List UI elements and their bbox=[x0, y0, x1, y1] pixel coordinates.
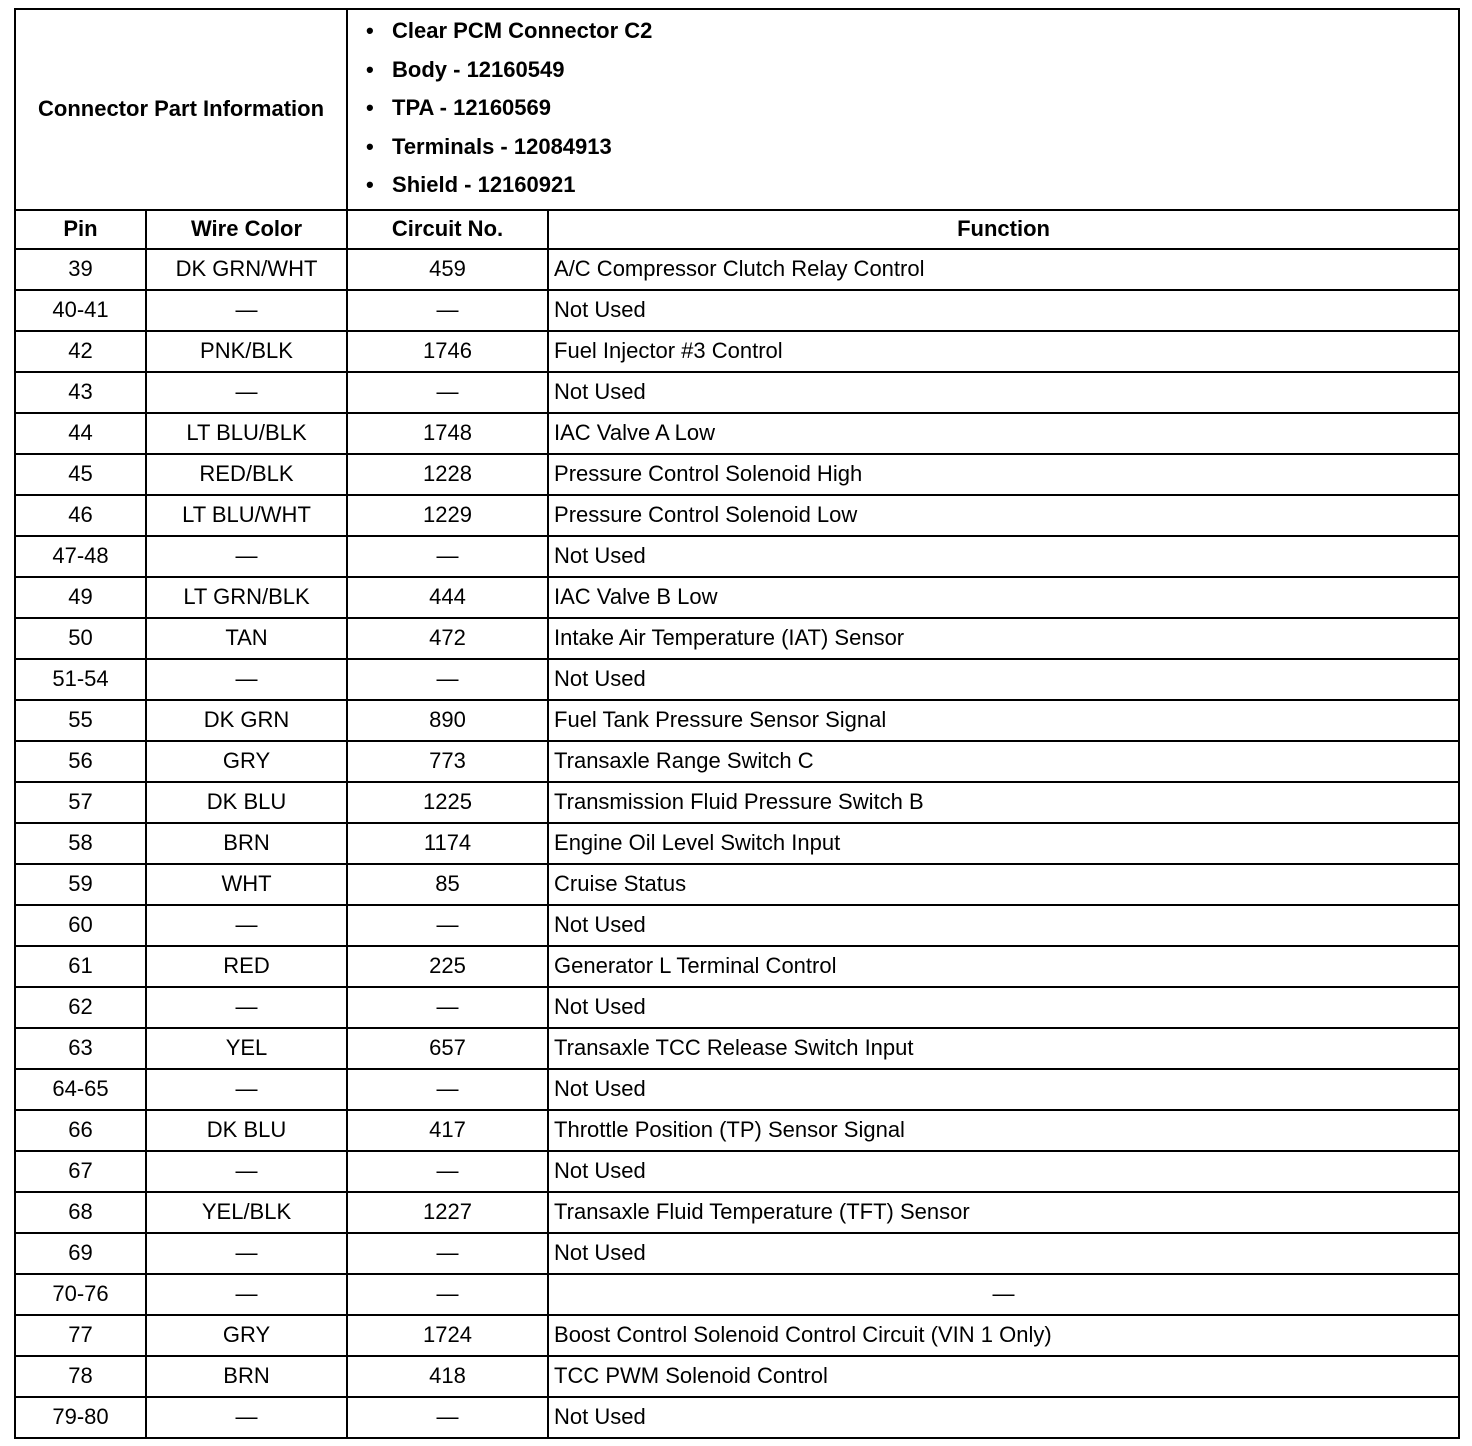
circuit-no-cell: 890 bbox=[347, 700, 548, 741]
wire-color-cell: BRN bbox=[146, 823, 347, 864]
function-cell: IAC Valve B Low bbox=[548, 577, 1459, 618]
circuit-no-cell: — bbox=[347, 372, 548, 413]
circuit-no-cell: — bbox=[347, 1233, 548, 1274]
wire-color-cell: — bbox=[146, 1274, 347, 1315]
circuit-no-cell: 1229 bbox=[347, 495, 548, 536]
function-cell: Throttle Position (TP) Sensor Signal bbox=[548, 1110, 1459, 1151]
pin-cell: 69 bbox=[15, 1233, 146, 1274]
wire-color-cell: LT BLU/WHT bbox=[146, 495, 347, 536]
table-row bbox=[15, 290, 1459, 331]
wire-color-cell: — bbox=[146, 905, 347, 946]
circuit-no-cell: 444 bbox=[347, 577, 548, 618]
wire-color-cell: — bbox=[146, 659, 347, 700]
pin-cell: 62 bbox=[15, 987, 146, 1028]
wire-color-cell: TAN bbox=[146, 618, 347, 659]
pin-cell: 61 bbox=[15, 946, 146, 987]
pin-cell: 43 bbox=[15, 372, 146, 413]
table-row bbox=[15, 1028, 1459, 1069]
circuit-no-cell: — bbox=[347, 1397, 548, 1438]
pin-cell: 45 bbox=[15, 454, 146, 495]
circuit-no-cell: 1746 bbox=[347, 331, 548, 372]
wire-color-cell: — bbox=[146, 536, 347, 577]
wire-color-cell: GRY bbox=[146, 1315, 347, 1356]
function-cell: Transaxle Range Switch C bbox=[548, 741, 1459, 782]
function-cell: Transmission Fluid Pressure Switch B bbox=[548, 782, 1459, 823]
circuit-no-cell: 1228 bbox=[347, 454, 548, 495]
pin-cell: 70-76 bbox=[15, 1274, 146, 1315]
table-row bbox=[15, 536, 1459, 577]
wire-color-cell: LT GRN/BLK bbox=[146, 577, 347, 618]
header-circuit-no: Circuit No. bbox=[347, 210, 548, 249]
circuit-no-cell: — bbox=[347, 1069, 548, 1110]
header-wire-color: Wire Color bbox=[146, 210, 347, 249]
circuit-no-cell: 1227 bbox=[347, 1192, 548, 1233]
pin-cell: 40-41 bbox=[15, 290, 146, 331]
table-row bbox=[15, 823, 1459, 864]
table-row bbox=[15, 1151, 1459, 1192]
wire-color-cell: GRY bbox=[146, 741, 347, 782]
wire-color-cell: YEL/BLK bbox=[146, 1192, 347, 1233]
pin-cell: 49 bbox=[15, 577, 146, 618]
function-cell: Not Used bbox=[548, 1069, 1459, 1110]
function-cell: Transaxle TCC Release Switch Input bbox=[548, 1028, 1459, 1069]
function-cell: Generator L Terminal Control bbox=[548, 946, 1459, 987]
wire-color-cell: PNK/BLK bbox=[146, 331, 347, 372]
header-pin: Pin bbox=[15, 210, 146, 249]
pin-cell: 78 bbox=[15, 1356, 146, 1397]
pin-cell: 46 bbox=[15, 495, 146, 536]
table-row bbox=[15, 1110, 1459, 1151]
column-header-row bbox=[15, 210, 1459, 249]
circuit-no-cell: 225 bbox=[347, 946, 548, 987]
wire-color-cell: — bbox=[146, 1069, 347, 1110]
table-row bbox=[15, 905, 1459, 946]
table-row bbox=[15, 700, 1459, 741]
circuit-no-cell: — bbox=[347, 1151, 548, 1192]
pin-cell: 57 bbox=[15, 782, 146, 823]
pinout-table bbox=[14, 8, 1460, 1439]
pin-cell: 64-65 bbox=[15, 1069, 146, 1110]
function-cell: IAC Valve A Low bbox=[548, 413, 1459, 454]
function-cell: Pressure Control Solenoid Low bbox=[548, 495, 1459, 536]
circuit-no-cell: — bbox=[347, 987, 548, 1028]
table-row bbox=[15, 618, 1459, 659]
connector-info-item: • Clear PCM Connector C2 bbox=[392, 16, 1458, 55]
circuit-no-cell: 418 bbox=[347, 1356, 548, 1397]
function-cell: Not Used bbox=[548, 905, 1459, 946]
wire-color-cell: DK BLU bbox=[146, 782, 347, 823]
table-row bbox=[15, 782, 1459, 823]
pin-cell: 55 bbox=[15, 700, 146, 741]
circuit-no-cell: 1174 bbox=[347, 823, 548, 864]
function-cell: Not Used bbox=[548, 1151, 1459, 1192]
table-row bbox=[15, 1356, 1459, 1397]
table-row bbox=[15, 864, 1459, 905]
table-row bbox=[15, 372, 1459, 413]
table-row bbox=[15, 577, 1459, 618]
wire-color-cell: — bbox=[146, 1397, 347, 1438]
wire-color-cell: — bbox=[146, 290, 347, 331]
wire-color-cell: DK GRN bbox=[146, 700, 347, 741]
circuit-no-cell: 773 bbox=[347, 741, 548, 782]
pin-cell: 58 bbox=[15, 823, 146, 864]
pin-cell: 42 bbox=[15, 331, 146, 372]
circuit-no-cell: — bbox=[347, 290, 548, 331]
function-cell: Engine Oil Level Switch Input bbox=[548, 823, 1459, 864]
function-cell: Pressure Control Solenoid High bbox=[548, 454, 1459, 495]
pin-cell: 60 bbox=[15, 905, 146, 946]
pin-cell: 67 bbox=[15, 1151, 146, 1192]
pin-cell: 63 bbox=[15, 1028, 146, 1069]
function-cell: TCC PWM Solenoid Control bbox=[548, 1356, 1459, 1397]
function-cell: Intake Air Temperature (IAT) Sensor bbox=[548, 618, 1459, 659]
circuit-no-cell: — bbox=[347, 905, 548, 946]
wire-color-cell: — bbox=[146, 1151, 347, 1192]
function-cell: Not Used bbox=[548, 1233, 1459, 1274]
wire-color-cell: YEL bbox=[146, 1028, 347, 1069]
wire-color-cell: — bbox=[146, 372, 347, 413]
connector-info-item: • TPA - 12160569 bbox=[392, 93, 1458, 132]
function-cell: Boost Control Solenoid Control Circuit (VIN 1 Only) bbox=[548, 1315, 1459, 1356]
function-cell: Transaxle Fluid Temperature (TFT) Sensor bbox=[548, 1192, 1459, 1233]
wire-color-cell: RED bbox=[146, 946, 347, 987]
wire-color-cell: — bbox=[146, 987, 347, 1028]
function-cell: Cruise Status bbox=[548, 864, 1459, 905]
pin-cell: 59 bbox=[15, 864, 146, 905]
connector-info-list bbox=[347, 9, 1459, 210]
pin-cell: 77 bbox=[15, 1315, 146, 1356]
pin-cell: 50 bbox=[15, 618, 146, 659]
pin-cell: 39 bbox=[15, 249, 146, 290]
circuit-no-cell: 1724 bbox=[347, 1315, 548, 1356]
wire-color-cell: DK GRN/WHT bbox=[146, 249, 347, 290]
circuit-no-cell: — bbox=[347, 659, 548, 700]
wire-color-cell: DK BLU bbox=[146, 1110, 347, 1151]
pin-cell: 68 bbox=[15, 1192, 146, 1233]
function-cell: Fuel Injector #3 Control bbox=[548, 331, 1459, 372]
circuit-no-cell: — bbox=[347, 536, 548, 577]
pin-cell: 56 bbox=[15, 741, 146, 782]
wire-color-cell: BRN bbox=[146, 1356, 347, 1397]
connector-info-label: Connector Part Information bbox=[15, 9, 347, 210]
table-row bbox=[15, 495, 1459, 536]
connector-info-item: • Terminals - 12084913 bbox=[392, 132, 1458, 171]
function-cell: Not Used bbox=[548, 659, 1459, 700]
wire-color-cell: LT BLU/BLK bbox=[146, 413, 347, 454]
connector-pinout-sheet bbox=[14, 8, 1458, 1439]
pin-cell: 44 bbox=[15, 413, 146, 454]
circuit-no-cell: 472 bbox=[347, 618, 548, 659]
circuit-no-cell: 657 bbox=[347, 1028, 548, 1069]
header-function: Function bbox=[548, 210, 1459, 249]
table-row bbox=[15, 1274, 1459, 1315]
function-cell: Not Used bbox=[548, 987, 1459, 1028]
pin-cell: 66 bbox=[15, 1110, 146, 1151]
wire-color-cell: RED/BLK bbox=[146, 454, 347, 495]
circuit-no-cell: — bbox=[347, 1274, 548, 1315]
connector-info-item: • Shield - 12160921 bbox=[392, 170, 1458, 209]
circuit-no-cell: 1748 bbox=[347, 413, 548, 454]
table-row bbox=[15, 1397, 1459, 1438]
function-cell: — bbox=[548, 1274, 1459, 1315]
function-cell: Not Used bbox=[548, 1397, 1459, 1438]
wire-color-cell: WHT bbox=[146, 864, 347, 905]
table-row bbox=[15, 249, 1459, 290]
function-cell: Not Used bbox=[548, 372, 1459, 413]
connector-info-row bbox=[15, 9, 1459, 210]
table-row bbox=[15, 1315, 1459, 1356]
table-row bbox=[15, 1192, 1459, 1233]
circuit-no-cell: 459 bbox=[347, 249, 548, 290]
pin-cell: 51-54 bbox=[15, 659, 146, 700]
function-cell: A/C Compressor Clutch Relay Control bbox=[548, 249, 1459, 290]
table-row bbox=[15, 331, 1459, 372]
wire-color-cell: — bbox=[146, 1233, 347, 1274]
table-row bbox=[15, 987, 1459, 1028]
table-row bbox=[15, 1233, 1459, 1274]
function-cell: Not Used bbox=[548, 290, 1459, 331]
table-row bbox=[15, 1069, 1459, 1110]
table-row bbox=[15, 946, 1459, 987]
connector-info-item: • Body - 12160549 bbox=[392, 55, 1458, 94]
pin-cell: 79-80 bbox=[15, 1397, 146, 1438]
table-row bbox=[15, 741, 1459, 782]
function-cell: Fuel Tank Pressure Sensor Signal bbox=[548, 700, 1459, 741]
circuit-no-cell: 417 bbox=[347, 1110, 548, 1151]
table-row bbox=[15, 413, 1459, 454]
pin-cell: 47-48 bbox=[15, 536, 146, 577]
function-cell: Not Used bbox=[548, 536, 1459, 577]
circuit-no-cell: 1225 bbox=[347, 782, 548, 823]
circuit-no-cell: 85 bbox=[347, 864, 548, 905]
table-row bbox=[15, 659, 1459, 700]
table-row bbox=[15, 454, 1459, 495]
